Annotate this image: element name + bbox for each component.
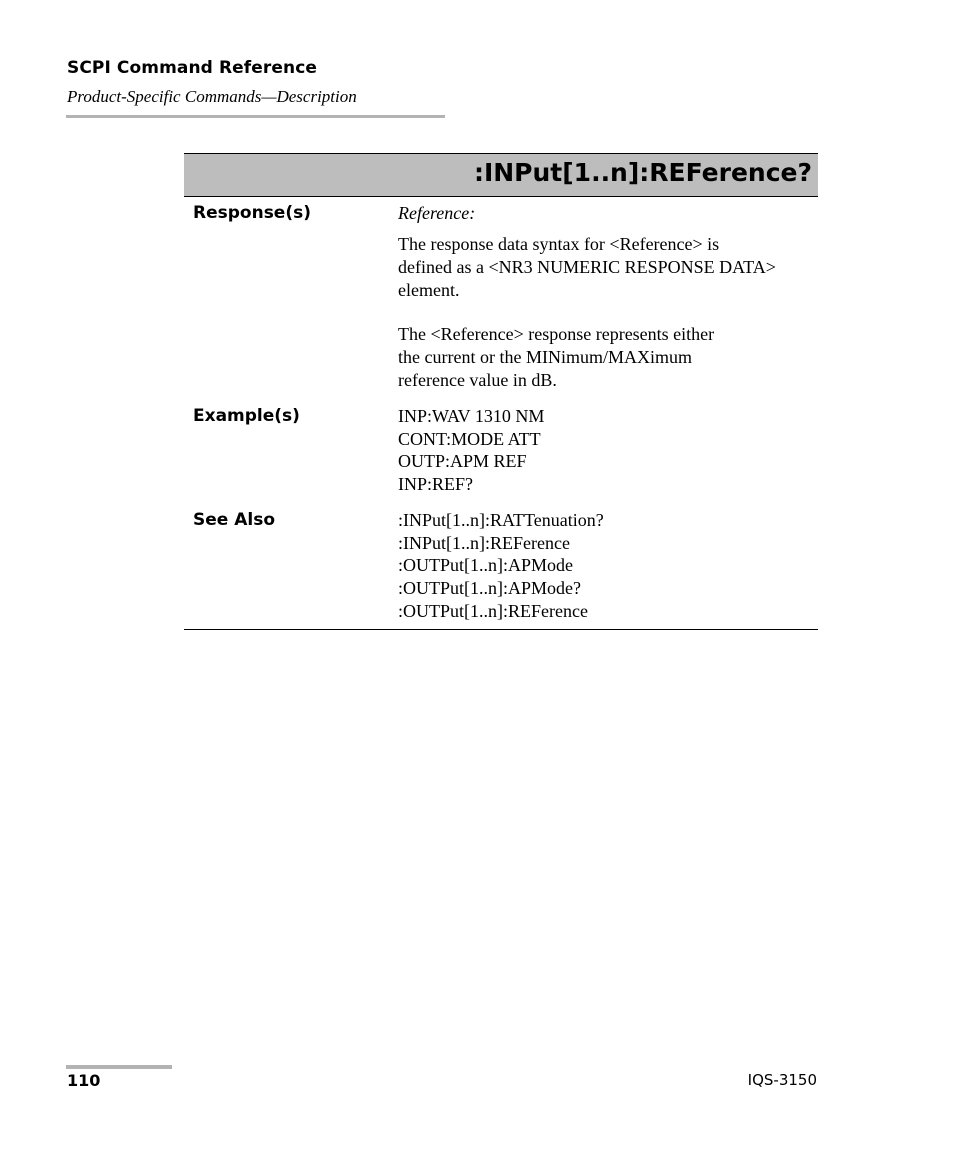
command-title-bar [184,153,818,197]
header-rule [66,115,445,118]
responses-paragraph-2 [398,323,818,392]
responses-content [398,202,818,225]
text-line: the current or the MINimum/MAXimum [398,347,692,367]
see-also-content [398,509,818,623]
command-title: :INPut[1..n]:REFerence? [473,158,812,187]
example-line: OUTP:APM REF [398,451,527,471]
example-line: CONT:MODE ATT [398,428,541,449]
text-line: defined as a <NR3 NUMERIC RESPONSE DATA> [398,257,776,277]
text-line: reference value in dB. [398,370,557,390]
page-number: 110 [67,1071,101,1090]
see-also-label: See Also [193,510,276,530]
response-name: Reference: [398,203,476,223]
see-also-line: :INPut[1..n]:REFerence [398,532,570,553]
see-also-line: :OUTPut[1..n]:APMode? [398,578,581,599]
section-title: SCPI Command Reference [67,58,318,78]
text-line: The response data syntax for <Reference> is [398,234,720,254]
see-also-line: :INPut[1..n]:RATTenuation? [398,510,604,530]
examples-content [398,405,818,495]
responses-paragraph-1 [398,233,818,302]
examples-label: Example(s) [193,406,300,426]
section-subtitle: Product-Specific Commands—Description [67,87,357,106]
text-line: The <Reference> response represents either [398,324,715,344]
example-line: INP:REF? [398,473,474,494]
example-line: INP:WAV 1310 NM [398,406,545,426]
see-also-line: :OUTPut[1..n]:REFerence [398,600,588,621]
product-name: IQS-3150 [747,1071,817,1089]
footer-rule [66,1065,172,1069]
table-bottom-rule [184,629,818,630]
responses-label: Response(s) [193,203,311,223]
text-line: element. [398,280,460,300]
see-also-line: :OUTPut[1..n]:APMode [398,555,573,576]
